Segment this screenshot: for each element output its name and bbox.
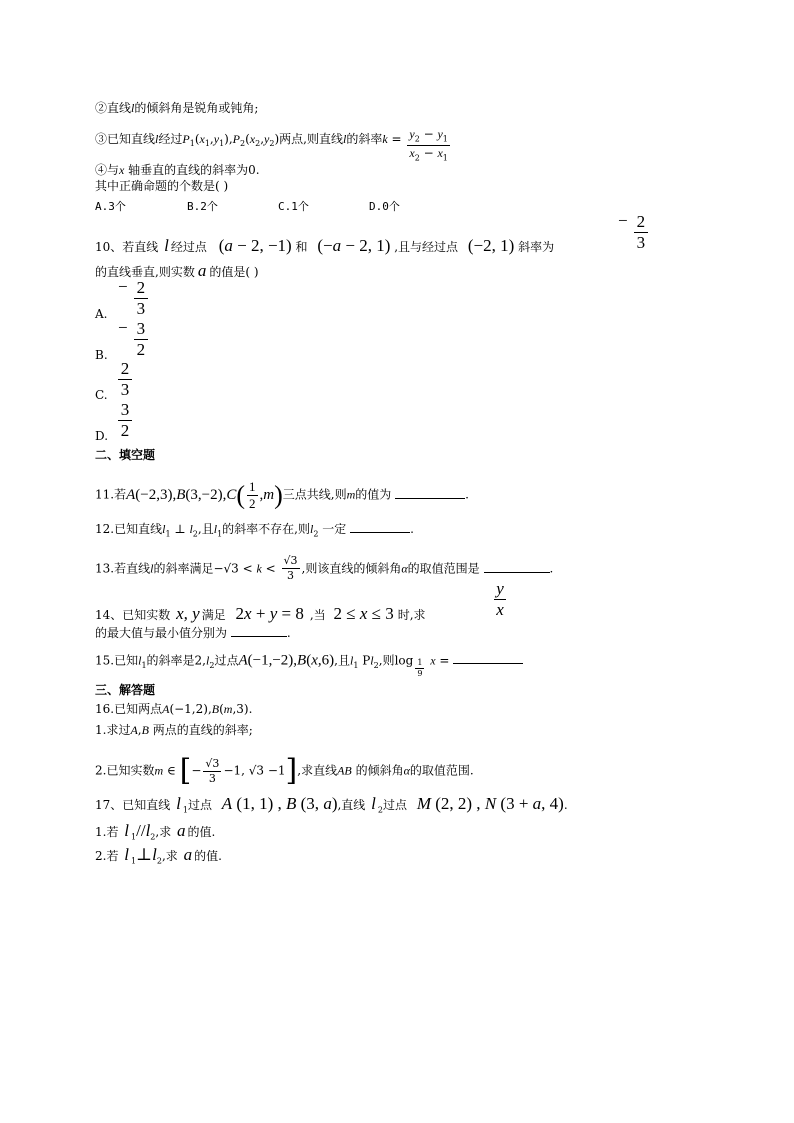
q10-line1: 10、若直线 l 经过点 (a − 2, −1) 和 (−a − 2, 1) ,且与经过点 (−2, 1) 斜率为 <box>95 236 555 255</box>
q14-fraction: $\frac{y}{x}$ <box>492 580 508 619</box>
q16: 16.已知两点A(−1,2),B(m,3). <box>95 702 253 716</box>
q10-option-a-value: − $\frac{2}{3}$ <box>118 279 150 318</box>
q10-option-d-value: $\frac{3}{2}$ <box>116 401 134 440</box>
q10-option-c: C. <box>95 388 108 402</box>
q10-option-b-value: − $\frac{3}{2}$ <box>118 320 150 359</box>
q10-option-a: A. <box>95 307 108 321</box>
q17-sub2: 2.若 l $_1\perp l_2$,求 a 的值. <box>95 845 222 866</box>
option-b: B.2个 <box>187 200 218 213</box>
q10-option-b: B. <box>95 348 108 362</box>
q10-slope: − $\frac{2}{3}$ <box>618 213 650 252</box>
statement-2: ②直线l的倾斜角是锐角或钝角; <box>95 101 259 115</box>
section-fill-in: 二、填空题 <box>95 448 156 462</box>
q10-line2: 的直线垂直,则实数 a 的值是( ) <box>95 261 259 280</box>
option-a: A.3个 <box>95 200 126 213</box>
q12: 12.已知直线$l_1$ ⊥ $l_2$,且$l_1$的斜率不存在,则$l_2$ 一定 . <box>95 522 414 539</box>
question-prompt: 其中正确命题的个数是( ) <box>95 179 229 193</box>
q11: 11.若A(−2,3),B(3,−2),C( $\frac{1}{2}$ ,m)三点共线,则m的值为 . <box>95 479 469 511</box>
option-c: C.1个 <box>278 200 309 213</box>
option-d: D.0个 <box>369 200 400 213</box>
q14-line1: 14、已知实数 x, y 满足 2x + y = 8 ,当 2 ≤ x ≤ 3 时,求 <box>95 604 426 623</box>
statement-4: ④与x 轴垂直的直线的斜率为0. <box>95 163 260 177</box>
q15: 15.已知$l_1$的斜率是$2,l_2$过点A(−1,−2),B(x,6),且$l_1$ $Pl_2$,则log $\frac{1}{9}$ x = <box>95 651 523 671</box>
section-solve: 三、解答题 <box>95 683 156 697</box>
q16-sub2: 2.已知实数m ∈ [− $\frac{√3}{3}$ −1, √3 −1],求直线AB 的倾斜角α的取值范围. <box>95 753 474 788</box>
q17-sub1: 1.若 l $_1//l_2$,求 a 的值. <box>95 821 216 842</box>
q10-option-d: D. <box>95 429 109 443</box>
statement-3: ③已知直线l经过$P_1(x_1,y_1),P_2(x_2,y_2)$两点,则直线l的斜率k = $\frac{y_2 - y_1}{x_2 - x_1}$ <box>95 127 448 163</box>
q14-line2: 的最大值与最小值分别为 . <box>95 626 291 640</box>
q10-option-c-value: $\frac{2}{3}$ <box>116 360 134 399</box>
q17: 17、已知直线 l $_1$过点 A (1, 1) , B (3, a),直线 l $_2$过点 M (2, 2) , N (3 + a, 4). <box>95 794 568 815</box>
q16-sub1: 1.求过A,B 两点的直线的斜率; <box>95 723 253 737</box>
q13: 13.若直线l的斜率满足−√3 < k < $\frac{√3}{3}$ ,则该直线的倾斜角α的取值范围是 . <box>95 554 554 582</box>
